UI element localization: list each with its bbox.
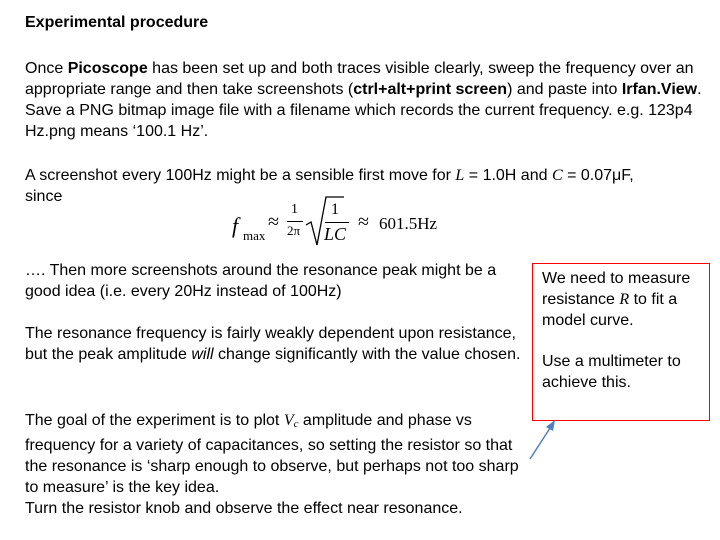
- formula-approx-2: ≈: [358, 211, 369, 233]
- paragraph-procedure: Once Picoscope has been set up and both traces visible clearly, sweep the frequency over an appropriate range and then take screenshots (ctrl+alt+print screen) and paste into Irfan.View. Save a PNG bitmap image file with a filename which records the current frequency. e.g. 123p4 Hz.png means ‘100.1 Hz’.: [25, 60, 702, 140]
- callout-measure-text: We need to measure resistance R to fit a model curve.: [542, 270, 691, 329]
- formula-inner-fraction-bar: [325, 222, 349, 223]
- resistance-callout-box: [532, 263, 710, 421]
- pointer-arrow: [522, 415, 562, 465]
- formula-denominator: LC: [324, 224, 347, 244]
- formula-approx-1: ≈: [268, 211, 279, 233]
- resonance-formula: [230, 195, 440, 251]
- formula-fraction-bar: [287, 221, 303, 222]
- paragraph-goal: The goal of the experiment is to plot Vc amplitude and phase vs frequency for a variety of capacitances, so setting the resistor so that the resonance is ‘sharp enough to observe, but perhaps not too sharp to measure’ is the key idea. Turn the resistor knob and observe the effect near resonance.: [25, 412, 519, 517]
- paragraph-resonance-dependence: The resonance frequency is fairly weakly dependent upon resistance, but the peak amplitude will change significantly with the value chosen.: [25, 325, 521, 363]
- page-title: Experimental procedure: [25, 14, 209, 31]
- irfanview-term: Irfan.View: [621, 81, 698, 98]
- formula-two-pi: 2π: [287, 223, 301, 238]
- mu-symbol: μ: [612, 167, 622, 184]
- vc-symbol: V: [283, 412, 294, 429]
- formula-f: f: [232, 213, 239, 238]
- formula-value: 601.5Hz: [379, 214, 438, 233]
- paragraph-screenshot-step: A screenshot every 100Hz might be a sensible first move for L = 1.0H and C = 0.07μF, since: [25, 167, 634, 205]
- picoscope-term: Picoscope: [67, 60, 148, 77]
- formula-one: 1: [291, 202, 298, 217]
- callout-multimeter-text: Use a multimeter to achieve this.: [542, 353, 681, 391]
- emphasis-will: will: [191, 346, 214, 363]
- paragraph-more-screenshots: …. Then more screenshots around the resonance peak might be a good idea (i.e. every 20Hz instead of 100Hz): [25, 262, 497, 300]
- formula-numerator: 1: [331, 201, 339, 218]
- shortcut-keys: ctrl+alt+print screen: [353, 81, 508, 98]
- formula-subscript: max: [243, 228, 266, 243]
